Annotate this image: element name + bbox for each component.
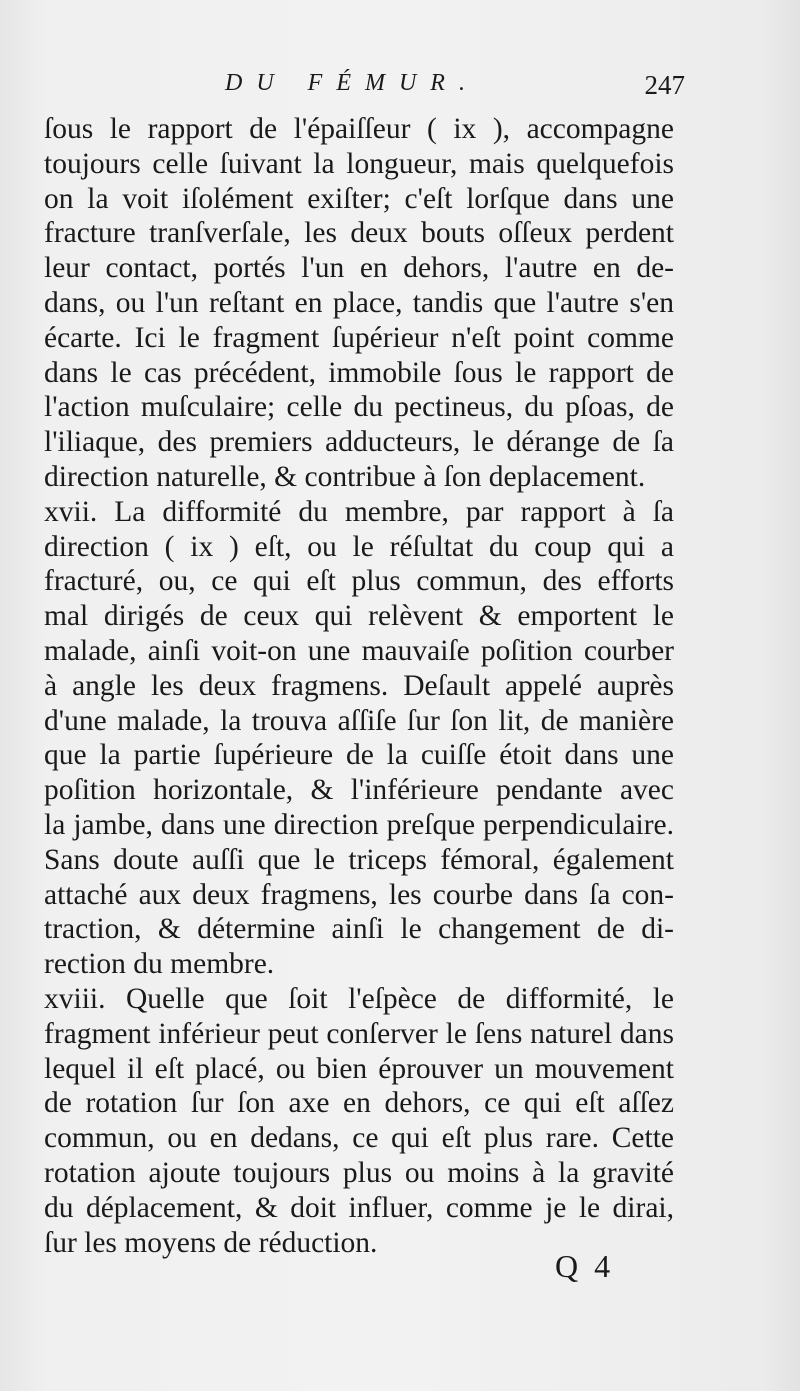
text-line: poſition horizontale, & l'inférieure pendante avec	[44, 774, 674, 807]
text-line: toujours celle ſuivant la longueur, mais quelquefois	[44, 147, 674, 180]
text-line: malade, ainſi voit-on une mauvaiſe poſition courber	[44, 634, 674, 667]
text-line: que la partie ſupérieure de la cuiſſe étoit dans une	[44, 739, 674, 772]
text-line: Sans doute auſſi que le triceps fémoral, également	[44, 843, 674, 876]
text-line: dans, ou l'un reſtant en place, tandis que l'autre s'en	[44, 286, 674, 319]
text-line: fracturé, ou, ce qui eſt plus commun, des efforts	[44, 565, 674, 598]
text-line: mal dirigés de ceux qui relèvent & emportent le	[44, 600, 674, 633]
running-head	[225, 70, 685, 106]
text-line: on la voit iſolément exiſter; c'eſt lorſque dans une	[44, 182, 674, 215]
text-line: leur contact, portés l'un en dehors, l'autre en de-	[44, 252, 674, 285]
text-line: rection du membre.	[44, 948, 275, 981]
text-line: la jambe, dans une direction preſque perpendiculaire.	[44, 808, 674, 841]
text-line: direction naturelle, & contribue à ſon deplacement.	[44, 460, 646, 493]
text-line: ſous le rapport de l'épaiſſeur ( ix ), accompagne	[44, 113, 674, 145]
text-line: fracture tranſverſale, les deux bouts oſſeux perdent	[44, 217, 674, 250]
text-line: du déplacement, & doit influer, comme je le dirai,	[44, 1191, 674, 1224]
text-line: d'une malade, la trouva aſſiſe ſur ſon lit, de manière	[44, 704, 674, 737]
text-line: traction, & détermine ainſi le changement de di-	[44, 913, 674, 946]
text-line: fragment inférieur peut conſerver le ſens naturel dans	[44, 1017, 674, 1050]
text-line: attaché aux deux fragmens, les courbe dans ſa con-	[44, 878, 674, 911]
page-number: 247	[644, 70, 685, 100]
signature-mark: Q 4	[555, 1248, 615, 1284]
text-line: direction ( ix ) eſt, ou le réſultat du coup qui a	[44, 530, 674, 563]
text-line: dans le cas précédent, immobile ſous le rapport de	[44, 356, 674, 389]
text-line: rotation ajoute toujours plus ou moins à la gravité	[44, 1156, 674, 1189]
body-text	[44, 112, 674, 1260]
running-title: DU FÉMUR.	[225, 70, 479, 96]
text-line: lequel il eſt placé, ou bien éprouver un mouvement	[44, 1052, 674, 1085]
text-line: à angle les deux fragmens. Deſault appelé auprès	[44, 669, 674, 702]
text-line: l'iliaque, des premiers adducteurs, le dérange de ſa	[44, 426, 674, 459]
text-line: xviii. Quelle que ſoit l'eſpèce de difformité, le	[44, 982, 674, 1015]
text-line: l'action muſculaire; celle du pectineus, du pſoas, de	[44, 391, 674, 424]
text-line: ſur les moyens de réduction.	[44, 1226, 378, 1259]
text-line: commun, ou en dedans, ce qui eſt plus rare. Cette	[44, 1122, 674, 1155]
text-line: xvii. La difformité du membre, par rapport à ſa	[44, 495, 674, 528]
text-line: écarte. Ici le fragment ſupérieur n'eſt point comme	[44, 321, 674, 354]
text-line: de rotation ſur ſon axe en dehors, ce qui eſt aſſez	[44, 1087, 674, 1120]
